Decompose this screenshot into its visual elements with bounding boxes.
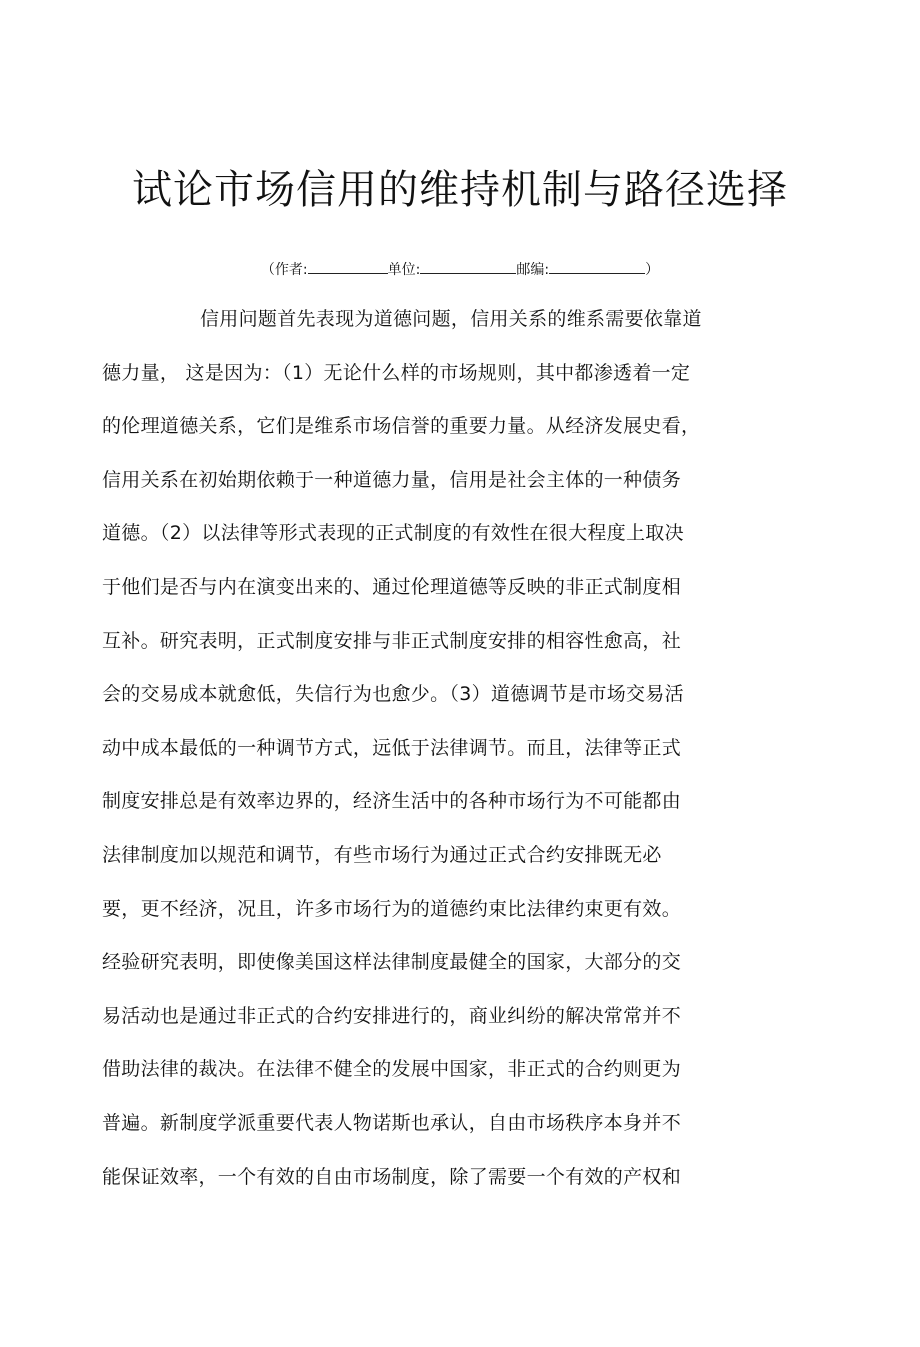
postcode-blank [549,261,645,274]
byline-open: （作者: [260,262,308,278]
text-line: 动中成本最低的一种调节方式，远低于法律调节。而且，法律等正式 [102,736,682,759]
text-line: 的伦理道德关系，它们是维系市场信誉的重要力量。从经济发展史看， [102,415,701,438]
text-line: 要，更不经济，况且，许多市场行为的道德约束比法律约束更有效。 [102,897,682,920]
byline-unit-label: 单位: [387,262,421,278]
body-paragraph [102,300,762,1211]
text-line: 信用问题首先表现为道德问题，信用关系的维系需要依靠道 [200,308,702,330]
byline-postcode-label: 邮编: [516,262,550,278]
text-line: 德力量， 这是因为：（1）无论什么样的市场规则，其中都渗透着一定 [102,361,691,384]
text-line: 互补。研究表明，正式制度安排与非正式制度安排的相容性愈高，社 [102,629,682,652]
text-line: 道德。（2）以法律等形式表现的正式制度的有效性在很大程度上取决 [102,522,684,545]
author-blank [308,261,388,274]
text-line: 于他们是否与内在演变出来的、通过伦理道德等反映的非正式制度相 [102,575,682,598]
text-line: 法律制度加以规范和调节，有些市场行为通过正式合约安排既无必 [102,843,662,866]
text-line: 信用关系在初始期依赖于一种道德力量，信用是社会主体的一种债务 [102,468,682,491]
document-title: 试论市场信用的维持机制与路径选择 [132,167,788,213]
byline-close: ） [645,262,660,278]
text-line: 会的交易成本就愈低，失信行为也愈少。（3）道德调节是市场交易活 [102,683,684,706]
unit-blank [420,261,516,274]
text-line: 能保证效率，一个有效的自由市场制度，除了需要一个有效的产权和 [102,1165,682,1188]
author-byline [0,260,920,280]
text-line: 易活动也是通过非正式的合约安排进行的，商业纠纷的解决常常并不 [102,1004,682,1027]
text-line: 借助法律的裁决。在法律不健全的发展中国家，非正式的合约则更为 [102,1058,682,1081]
text-line: 制度安排总是有效率边界的，经济生活中的各种市场行为不可能都由 [102,790,682,813]
text-line: 普遍。新制度学派重要代表人物诺斯也承认，自由市场秩序本身并不 [102,1111,682,1134]
text-line: 经验研究表明，即使像美国这样法律制度最健全的国家，大部分的交 [102,951,682,974]
